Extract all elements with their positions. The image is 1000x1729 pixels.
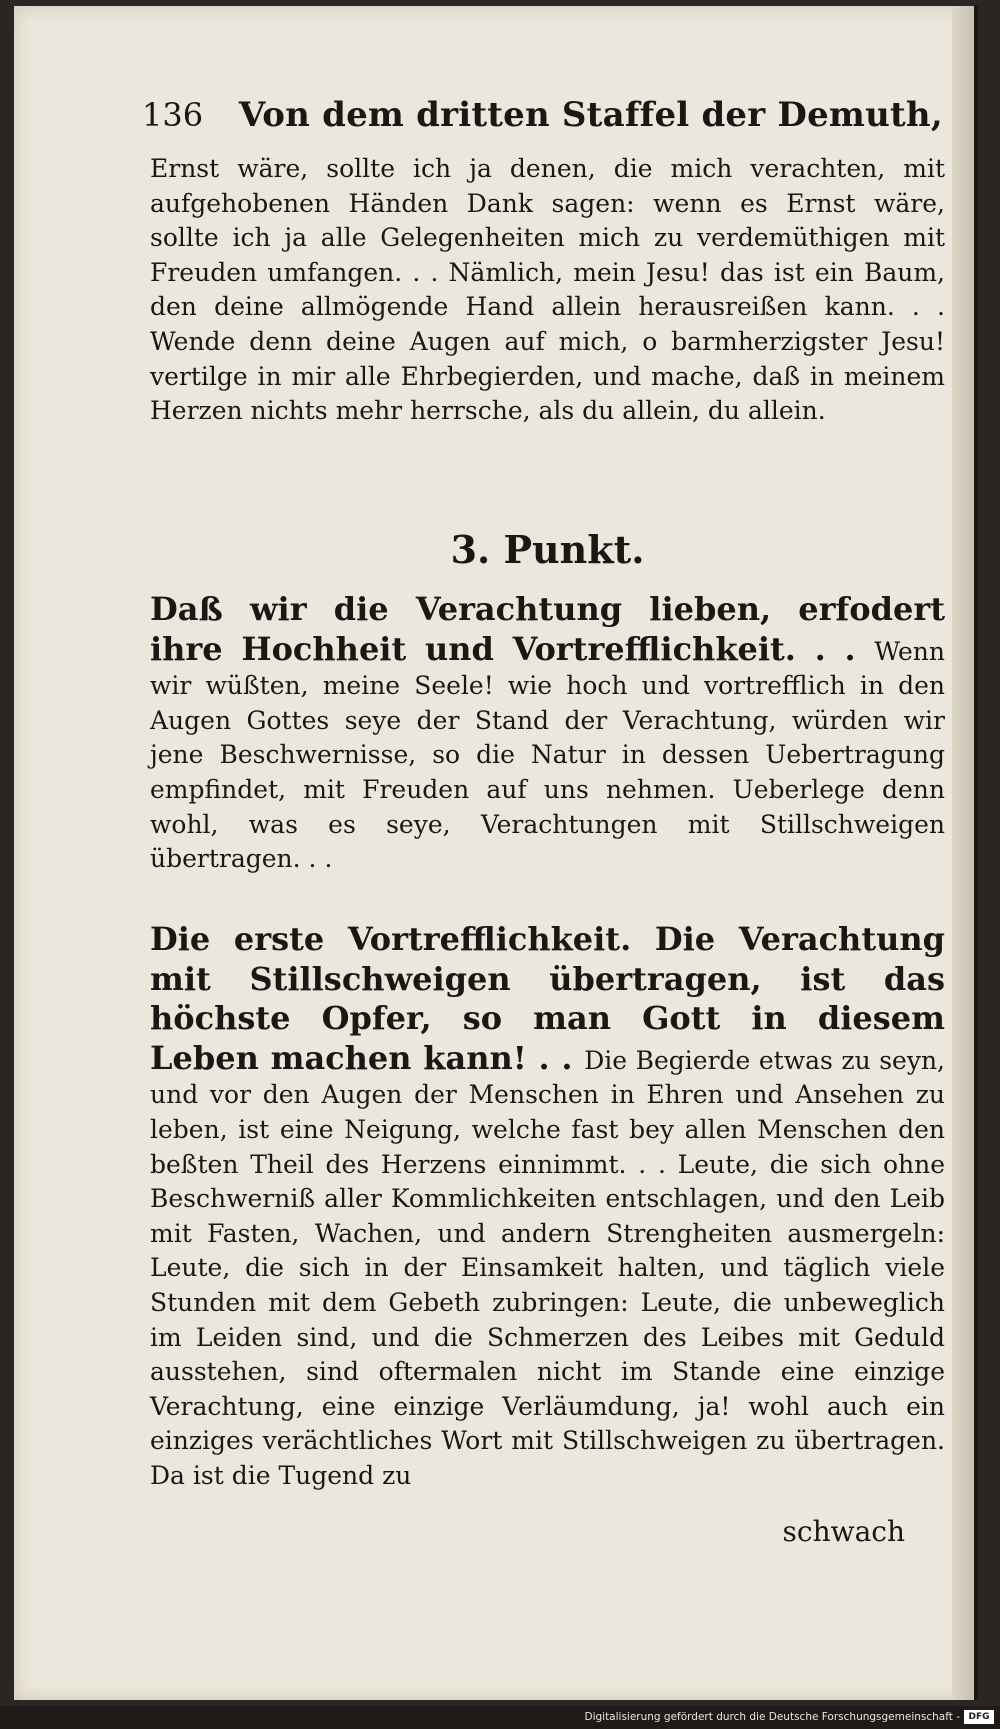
paragraph-1: Ernst wäre, sollte ich ja denen, die mich verachten, mit aufgehobenen Händen Dank sagen: wenn es Ernst wäre, sollte ich ja alle Gelegenheiten mich zu verdemüthigen mit Freuden umfangen. . . Nämlich, mein Jesu! das ist ein Baum, den deine allmögende Hand allein herausreißen kann. . . Wende denn deine Augen auf mich, o barmherzigster Jesu! vertilge in mir alle Ehrbegierden, und mache, daß in meinem Herzen nichts mehr herrsche, als du allein, du allein. — [150, 154, 945, 426]
catchword: schwach — [782, 1515, 905, 1548]
page-edge — [952, 6, 974, 1700]
paragraph-2 — [150, 590, 945, 877]
paragraph-3-text: Die Begierde etwas zu seyn, und vor den Augen der Menschen in Ehren und Ansehen zu leben, ist eine Neigung, welche fast bey allen Menschen den beßten Theil des Herzens einnimmt. . . Leute, die sich ohne Beschwerniß aller Kommlichkeiten entschlagen, und den Leib mit Fasten, Wachen, und andern Strengheiten ausmergeln: Leute, die sich in der Einsamkeit halten, und täglich viele Stunden mit dem Gebeth zubringen: Leute, die unbeweglich im Leiden sind, und die Schmerzen des Leibes mit Geduld ausstehen, sind oftermalen nicht im Stande eine einzige Verachtung, eine einzige Verläumdung, ja! wohl auch ein einziges verächtliches Wort mit Stillschweigen zu übertragen. Da ist die Tugend zu — [150, 1045, 946, 1490]
paragraph-2-text: Wenn wir wüßten, meine Seele! wie hoch und vortrefflich in den Augen Gottes seye der Stand der Verachtung, würden wir jene Beschwernisse, so die Natur in dessen Uebertragung empfindet, mit Freuden auf uns nehmen. Ueberlege denn wohl, was es seye, Verachtungen mit Stillschweigen übertragen. . . — [150, 636, 945, 874]
footer-credit: Digitalisierung gefördert durch die Deutsche Forschungsgemeinschaft - — [584, 1711, 960, 1723]
page-number: 136 — [142, 96, 204, 134]
running-title: Von dem dritten Staffel der Demuth, — [238, 95, 943, 135]
dfg-logo: DFG — [964, 1710, 994, 1724]
page-header — [142, 95, 943, 145]
digitization-footer — [0, 1706, 1000, 1729]
paragraph-2-lead: Daß wir die Verachtung lieben, erfodert ihre Hochheit und Vortrefflichkeit. . . — [150, 590, 945, 668]
section-heading: 3. Punkt. — [450, 527, 645, 572]
paragraph-3 — [150, 920, 945, 1494]
paragraph-3-lead: Die erste Vortrefflichkeit. Die Verachtung mit Stillschweigen übertragen, ist das höchste Opfer, so man Gott in diesem Leben machen kann! . . — [150, 920, 945, 1077]
